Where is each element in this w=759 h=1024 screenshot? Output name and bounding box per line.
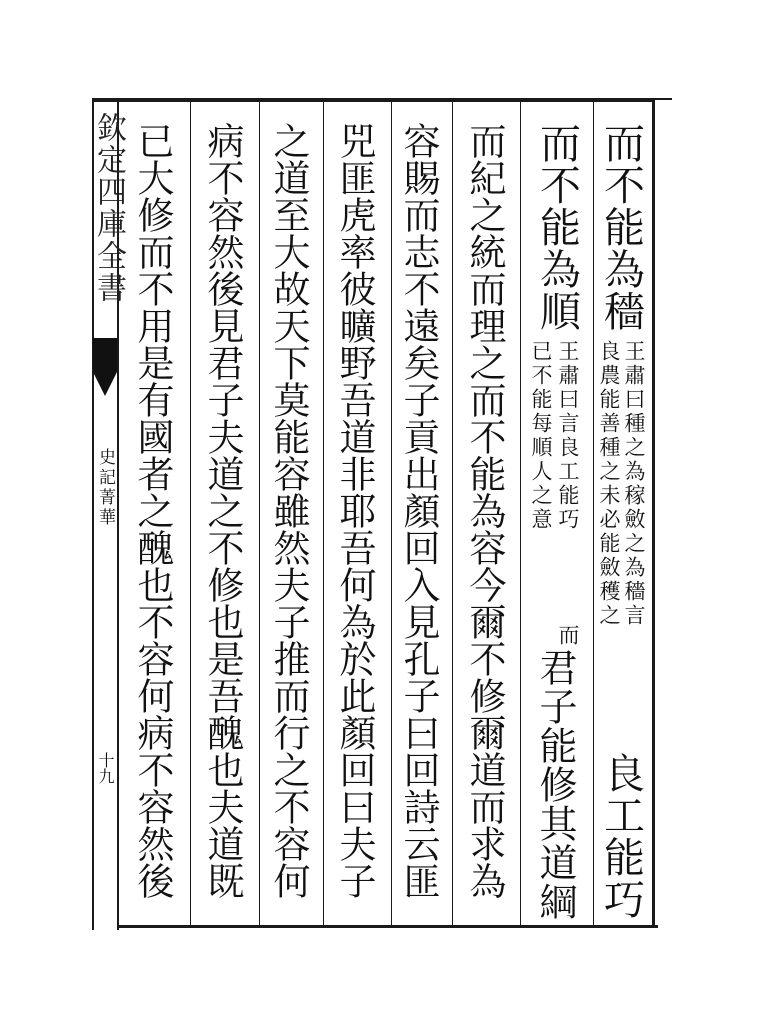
text-column-2-note-tail: 而 (556, 624, 580, 648)
text-column-8: 已大修而不用是有國者之醜也不容何病不容然後 (131, 122, 174, 899)
fish-tail-mark-lower (93, 372, 117, 396)
column-divider (520, 102, 521, 925)
margin-page-number: 十九 (96, 752, 115, 784)
text-column-7: 病不容然後見君子夫道之不修也是吾醜也夫道既 (201, 122, 244, 899)
text-column-1-note-right: 王肅曰種之為稼斂之為穡言 (622, 340, 646, 628)
column-divider (259, 102, 260, 925)
column-divider (323, 102, 324, 925)
margin-book-title: 史記菁華 (95, 448, 115, 528)
text-column-2-main-continued: 君子能修其道綱 (533, 648, 577, 921)
column-divider (593, 102, 594, 925)
text-column-3: 而紀之統而理之而不能為容今爾不修爾道而求為 (463, 122, 506, 899)
top-border-rule (92, 98, 652, 102)
text-column-5: 兕匪虎率彼曠野吾道非耶吾何為於此顏回曰夫子 (333, 122, 376, 899)
text-column-1-main-continued: 良工能巧 (597, 752, 645, 920)
text-column-4: 容賜而志不遠矣子貢出顏回入見孔子曰回詩云匪 (397, 122, 440, 899)
text-column-1-note-left: 良農能善種之未必能斂穫之 (597, 340, 621, 628)
fish-tail-mark (93, 338, 117, 372)
text-column-2-main: 而不能為順 (533, 122, 581, 332)
column-divider (190, 102, 191, 925)
text-column-2-note-left: 已不能每順人之意 (529, 340, 553, 532)
text-column-2-note-right: 王肅曰言良工能巧 (556, 340, 580, 532)
text-column-6: 之道至大故天下莫能容雖然夫子推而行之不容何 (267, 122, 310, 899)
bottom-border-rule (118, 925, 658, 928)
right-border-rule (652, 100, 655, 928)
fold-edge-title: 欽定四庫全書 (91, 112, 126, 304)
text-column-1-main: 而不能為穡 (597, 122, 645, 332)
column-divider (452, 102, 453, 925)
top-border-rule-extension (652, 98, 672, 100)
column-divider (391, 102, 392, 925)
